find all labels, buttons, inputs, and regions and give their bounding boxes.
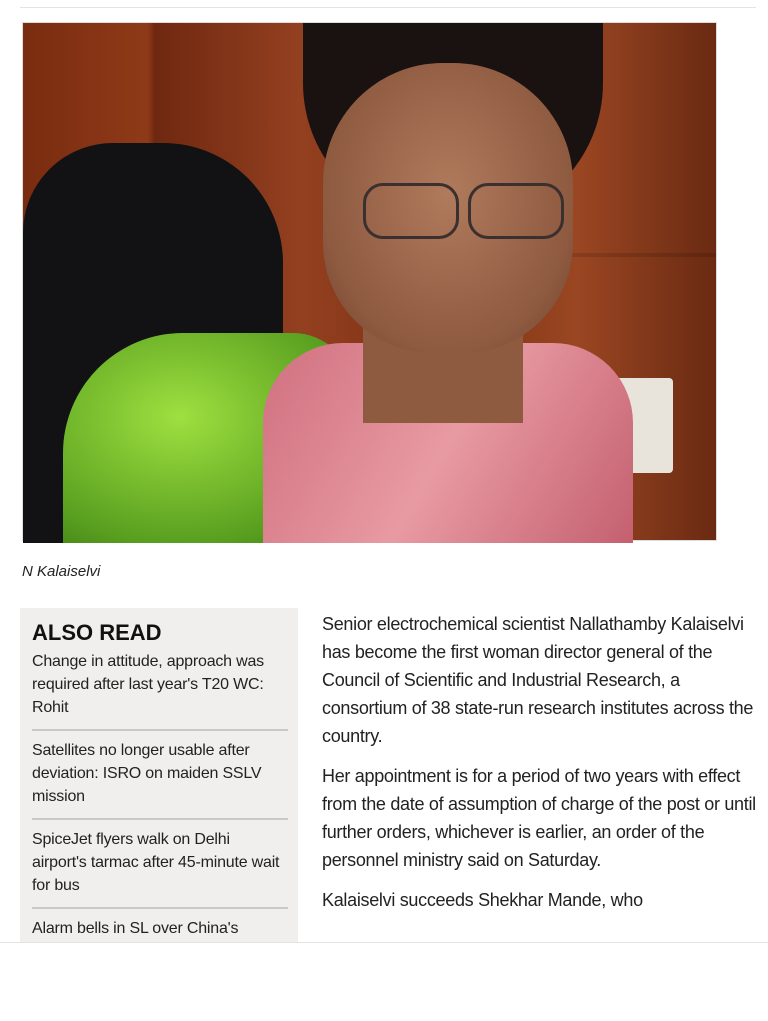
photo-caption: N Kalaiselvi: [22, 563, 101, 580]
article-body: [322, 610, 758, 926]
also-read-box: [20, 608, 298, 942]
glasses-right: [468, 183, 564, 239]
article-photo: [22, 22, 717, 541]
article-paragraph: Kalaiselvi succeeds Shekhar Mande, who: [322, 890, 643, 910]
article-paragraph: Senior electrochemical scientist Nallathamby Kalaiselvi has become the first woman director general of the Council of Scientific and Industrial Research, a consortium of 38 state-run research institutes across the country.: [322, 614, 754, 746]
face: [323, 63, 573, 353]
also-read-item[interactable]: SpiceJet flyers walk on Delhi airport's tarmac after 45-minute wait for bus: [32, 828, 288, 909]
top-divider: [20, 7, 756, 8]
also-read-item[interactable]: Satellites no longer usable after deviation: ISRO on maiden SSLV mission: [32, 739, 288, 820]
also-read-item[interactable]: Alarm bells in SL over China's: [32, 920, 239, 937]
article-paragraph: Her appointment is for a period of two years with effect from the date of assumption of charge of the post or until further orders, whichever is earlier, an order of the personnel ministry said on Saturday.: [322, 766, 756, 870]
bottom-bar: [0, 942, 768, 1021]
also-read-item[interactable]: Change in attitude, approach was required after last year's T20 WC: Rohit: [32, 650, 288, 731]
also-read-title: ALSO READ: [32, 620, 162, 645]
glasses-left: [363, 183, 459, 239]
